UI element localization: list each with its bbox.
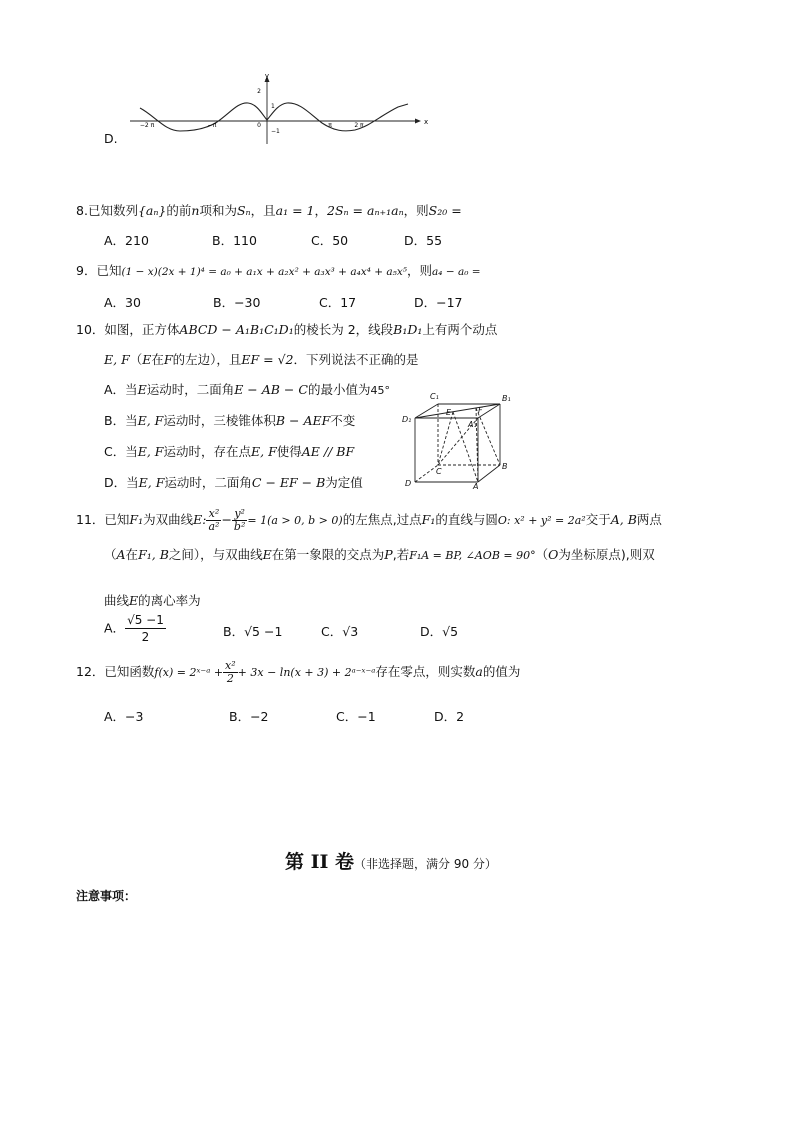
q8-stem [76, 203, 462, 219]
q10-point-f: F [163, 352, 173, 367]
y-tick-1: 1 [271, 103, 275, 110]
label-f: F [478, 406, 483, 415]
q10-text: 如图，正方体 [104, 322, 180, 337]
q11-option-d: D．√5 [420, 624, 459, 639]
q11-stem-line2: （A在F₁, B之间），与双曲线E在第一象限的交点为P,若F₁A = BP, ∠AOB = 90°（O为坐标原点),则双 [104, 547, 655, 562]
q10-stem-line2 [104, 352, 419, 368]
q11-stem-line1: 11．已知F₁为双曲线E: $\frac{\text{x²}}{\text{a²}}$ − $\frac{\text{y²}}{\text{b²}}$ = 1(a > 0, b > 0)的左焦点,过点F₁的直线与圆O: x² + y² = 2a²交于A, B两点 [76, 507, 662, 533]
label-d1: D₁ [402, 415, 412, 424]
q10-text: 的左边），且 [172, 352, 242, 367]
edge-dc [415, 465, 438, 482]
label-a1: A₁ [468, 420, 477, 429]
section-2-heading [285, 847, 497, 874]
q8-option-c: C．50 [311, 233, 349, 248]
q8-text: ，则 [403, 203, 429, 218]
q12-option-a: A．−3 [104, 709, 144, 724]
q9-option-b: B．−30 [213, 295, 261, 310]
q10-text: 的棱长为 2，线段 [293, 322, 394, 337]
segment-b1d1 [415, 404, 500, 418]
q10-text: 在 [151, 352, 164, 367]
q10-points: E, F [104, 352, 130, 367]
q12-fraction: $\frac{\text{x²}}{2}$ [225, 659, 236, 685]
y-tick-2: 2 [257, 88, 261, 95]
label-b1: B₁ [502, 394, 511, 403]
q10-cube: ABCD − A₁B₁C₁D₁ [179, 322, 294, 337]
q9-option-a: A．30 [104, 295, 141, 310]
q11-option-b: B．√5 −1 [223, 624, 283, 639]
q10-option-b: B．当E, F运动时，三棱锥体积B − AEF不变 [104, 413, 356, 428]
q9-number: 9． [76, 263, 97, 278]
segment-ec [438, 412, 453, 465]
q11-option-a: A． $\frac{√5 -1}{2}$ [104, 613, 164, 644]
q8-question: S₂₀ = [428, 203, 462, 218]
q12-option-b: B．−2 [229, 709, 269, 724]
section-2-subtitle: （非选择题，满分 90 分） [354, 857, 497, 871]
q10-condition: EF = √2 [241, 352, 294, 367]
q8-text: 已知数列 [87, 203, 138, 218]
q8-option-d: D．55 [404, 233, 443, 248]
edge-ab [478, 465, 500, 482]
q10-number: 10． [76, 322, 105, 337]
q8-text: 的前 [166, 203, 192, 218]
x-tick-neg2pi: −2 π [139, 122, 155, 129]
q8-var-n: n [191, 203, 200, 218]
q12-option-c: C．−1 [336, 709, 376, 724]
q9-text: 已知 [96, 263, 122, 278]
label-a: A [473, 482, 479, 490]
q7-graph [130, 74, 430, 144]
q10-text: 上有两个动点 [422, 322, 498, 337]
q7-option-d-label: D. [104, 131, 118, 146]
q10-segment: B₁D₁ [393, 322, 423, 337]
q8-sequence: {aₙ} [137, 203, 167, 218]
q10-stem-line1 [76, 322, 497, 338]
q10-text: （ [129, 352, 143, 367]
q9-option-d: D．−17 [414, 295, 463, 310]
q8-text: ，且 [250, 203, 276, 218]
label-d: D [405, 479, 412, 488]
q9-stem [76, 263, 481, 280]
q9-text: ，则 [407, 263, 433, 278]
x-axis-arrow [415, 119, 421, 124]
q10-option-d: D．当E, F运动时，二面角C − EF − B为定值 [104, 475, 363, 490]
label-b: B [502, 462, 508, 471]
x-axis-label: x [424, 118, 429, 126]
q8-option-a: A．210 [104, 233, 149, 248]
y-axis-label: y [264, 74, 270, 80]
q9-question: a₄ − a₀ = [432, 266, 481, 278]
q12-stem: 12．已知函数f(x) = 2ˣ⁻ᵃ + $\frac{\text{x²}}{2}$ + 3x − ln(x + 3) + 2ᵃ⁻ˣ⁻ᵃ存在零点，则实数a的值为 [76, 659, 521, 685]
q8-condition-1: a₁ = 1 [275, 203, 315, 218]
x-tick-pi: π [328, 122, 332, 129]
q10-option-c: C．当E, F运动时，存在点E, F使得AE // BF [104, 444, 355, 459]
q11-stem-line3: 曲线E的离心率为 [104, 593, 201, 608]
label-e: E [446, 408, 452, 417]
q11-fraction-y: $\frac{\text{y²}}{\text{b²}}$ [233, 507, 246, 533]
section-2-title: 第 II 卷 [285, 851, 355, 873]
y-tick-neg1: −1 [271, 128, 280, 135]
q8-condition-2: 2Sₙ = aₙ₊₁aₙ [327, 203, 404, 218]
notice-heading: 注意事项： [76, 889, 137, 903]
q10-text: ．下列说法不正确的是 [293, 352, 419, 367]
q11-number: 11． [76, 512, 105, 527]
q12-option-d: D．2 [434, 709, 465, 724]
q8-var-sn: Sₙ [236, 203, 251, 218]
x-tick-negpi: −π [207, 122, 217, 129]
q9-expansion: (1 − x)(2x + 1)⁴ = a₀ + a₁x + a₂x² + a₃x³ + a₄x⁴ + a₅x⁵ [121, 266, 407, 278]
q8-text: 项和为 [199, 203, 237, 218]
q11-option-c: C．√3 [321, 624, 359, 639]
origin-label: 0 [257, 122, 261, 129]
label-c: C [436, 467, 442, 476]
label-c1: C₁ [430, 392, 439, 401]
q10-point-e: E [142, 352, 152, 367]
x-tick-2pi: 2 π [354, 122, 364, 129]
q9-option-c: C．17 [319, 295, 357, 310]
q12-number: 12． [76, 664, 105, 679]
q8-number: 8. [76, 203, 88, 218]
q11-fraction-x: $\frac{\text{x²}}{\text{a²}}$ [208, 507, 220, 533]
q8-option-b: B．110 [212, 233, 257, 248]
q10-cube-figure [398, 388, 518, 490]
q8-text: ， [314, 203, 327, 218]
q10-option-a: A．当E运动时，二面角E − AB − C的最小值为45° [104, 382, 390, 397]
